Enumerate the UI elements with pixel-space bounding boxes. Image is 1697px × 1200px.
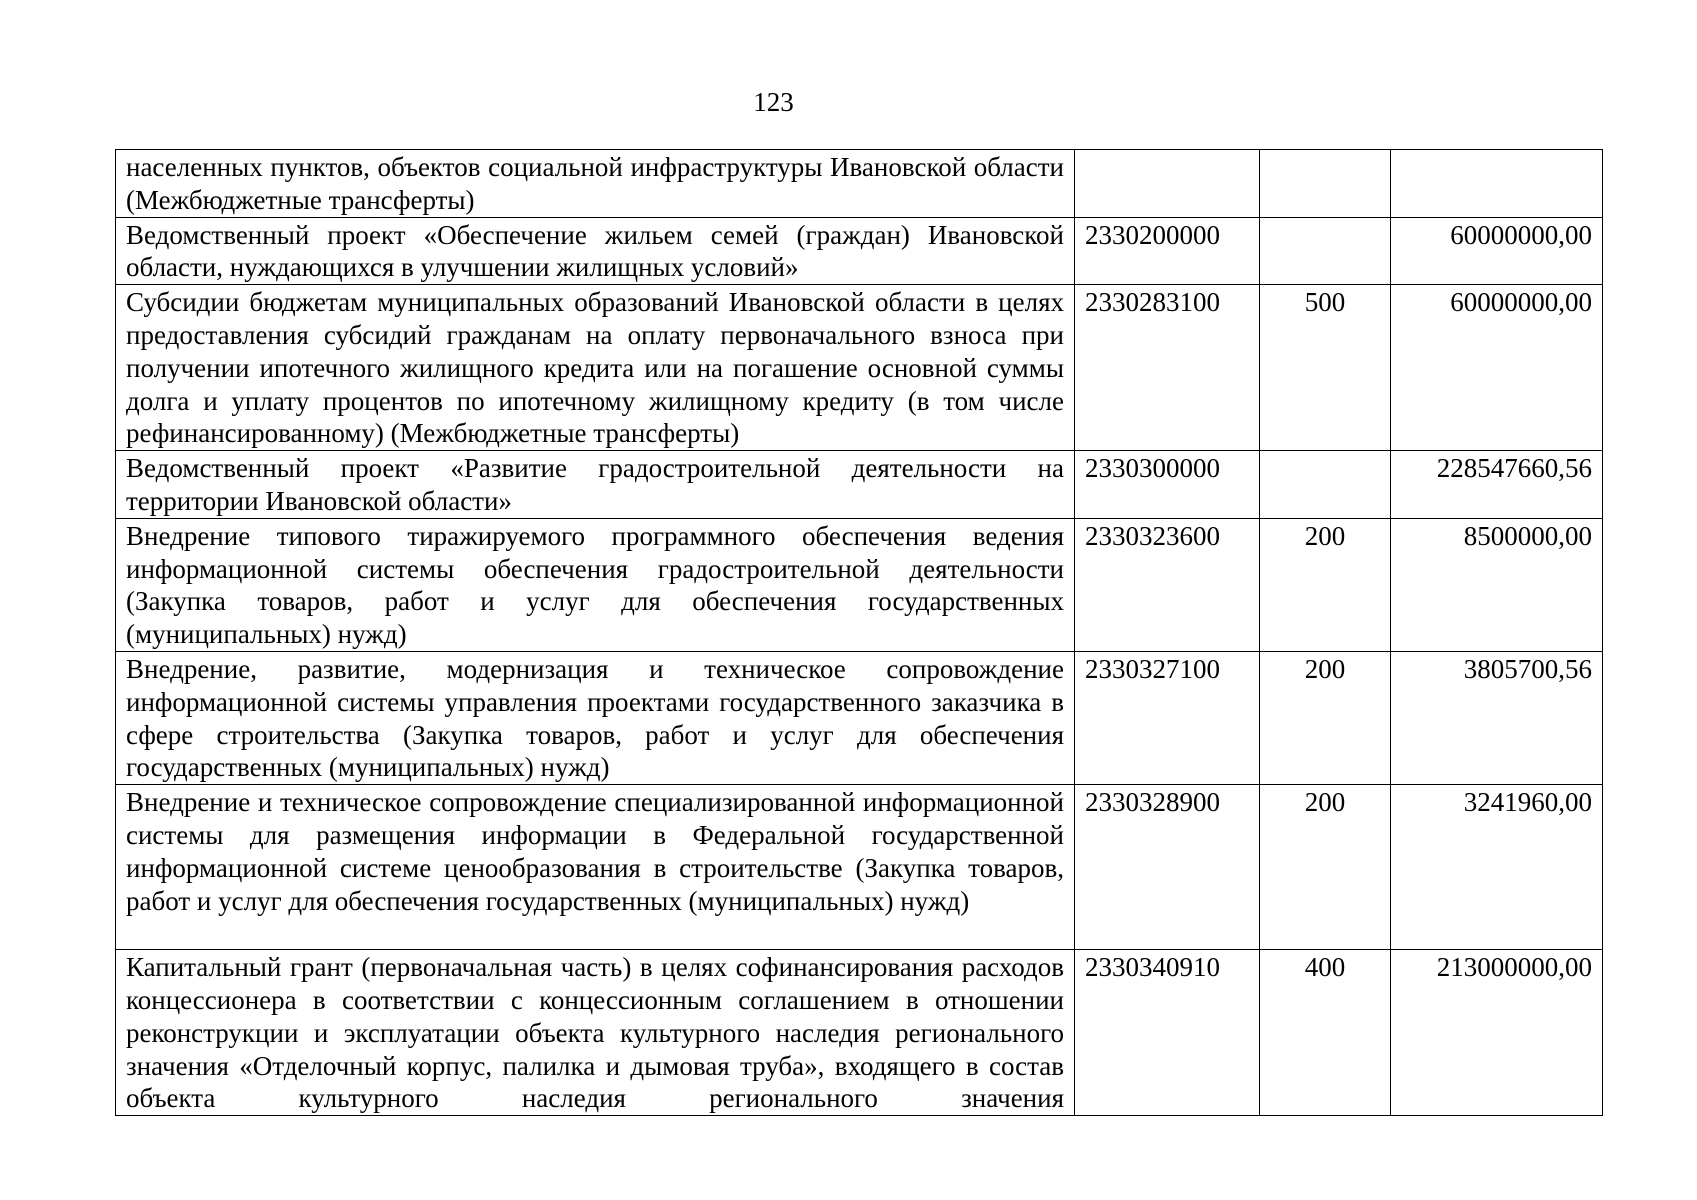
- row-code-cell: 2330200000: [1075, 217, 1260, 285]
- row-sum-cell: 213000000,00: [1391, 950, 1603, 1116]
- row-code-cell: 2330283100: [1075, 285, 1260, 451]
- page-number: [0, 86, 1697, 118]
- row-name-cell: Внедрение и техническое сопровождение специализированной информационной системы для размещения информации в Федеральной государственной информационной системе ценообразования в строительстве (Закупка товаров, работ и услуг для обеспечения государственных (муниципальных) нужд): [116, 785, 1075, 950]
- table-row: [116, 651, 1603, 784]
- row-type-cell: 200: [1260, 785, 1391, 950]
- row-type-cell: 400: [1260, 950, 1391, 1116]
- row-sum-cell: 60000000,00: [1391, 285, 1603, 451]
- row-sum-cell: 3805700,56: [1391, 651, 1603, 784]
- row-code-cell: [1075, 150, 1260, 218]
- table-row: [116, 150, 1603, 218]
- row-type-cell: 200: [1260, 651, 1391, 784]
- row-name-cell: Внедрение типового тиражируемого программного обеспечения ведения информационной системы обеспечения градостроительной деятельности (Закупка товаров, работ и услуг для обеспечения государственных (муниципальных) нужд): [116, 518, 1075, 651]
- table-row: [116, 518, 1603, 651]
- row-name-cell: Внедрение, развитие, модернизация и техническое сопровождение информационной системы управления проектами государственного заказчика в сфере строительства (Закупка товаров, работ и услуг для обеспечения государственных (муниципальных) нужд): [116, 651, 1075, 784]
- row-name-cell: Ведомственный проект «Развитие градостроительной деятельности на территории Ивановской области»: [116, 451, 1075, 519]
- row-sum-cell: 60000000,00: [1391, 217, 1603, 285]
- table-row: [116, 451, 1603, 519]
- row-type-cell: [1260, 451, 1391, 519]
- row-code-cell: 2330328900: [1075, 785, 1260, 950]
- row-code-cell: 2330323600: [1075, 518, 1260, 651]
- row-type-cell: [1260, 150, 1391, 218]
- page-number-text: 123: [753, 87, 794, 117]
- row-name-cell: Ведомственный проект «Обеспечение жильем семей (граждан) Ивановской области, нуждающихся в улучшении жилищных условий»: [116, 217, 1075, 285]
- row-type-cell: [1260, 217, 1391, 285]
- table-row: [116, 950, 1603, 1116]
- row-sum-cell: 228547660,56: [1391, 451, 1603, 519]
- row-code-cell: 2330300000: [1075, 451, 1260, 519]
- row-code-cell: 2330340910: [1075, 950, 1260, 1116]
- row-name-cell: Капитальный грант (первоначальная часть) в целях софинансирования расходов концессионера в соответствии с концессионным соглашением в отношении реконструкции и эксплуатации объекта культурного наследия регионального значения «Отделочный корпус, палилка и дымовая труба», входящего в состав объекта культурного наследия регионального значения: [116, 950, 1075, 1116]
- budget-table: [115, 149, 1603, 1116]
- row-code-cell: 2330327100: [1075, 651, 1260, 784]
- row-name-cell: населенных пунктов, объектов социальной инфраструктуры Ивановской области (Межбюджетные трансферты): [116, 150, 1075, 218]
- row-sum-cell: 3241960,00: [1391, 785, 1603, 950]
- row-type-cell: 200: [1260, 518, 1391, 651]
- row-type-cell: 500: [1260, 285, 1391, 451]
- row-name-cell: Субсидии бюджетам муниципальных образований Ивановской области в целях предоставления субсидий гражданам на оплату первоначального взноса при получении ипотечного жилищного кредита или на погашение основной суммы долга и уплату процентов по ипотечному жилищному кредиту (в том числе рефинансированному) (Межбюджетные трансферты): [116, 285, 1075, 451]
- row-sum-cell: [1391, 150, 1603, 218]
- table-row: [116, 785, 1603, 950]
- row-sum-cell: 8500000,00: [1391, 518, 1603, 651]
- table-row: [116, 217, 1603, 285]
- table-row: [116, 285, 1603, 451]
